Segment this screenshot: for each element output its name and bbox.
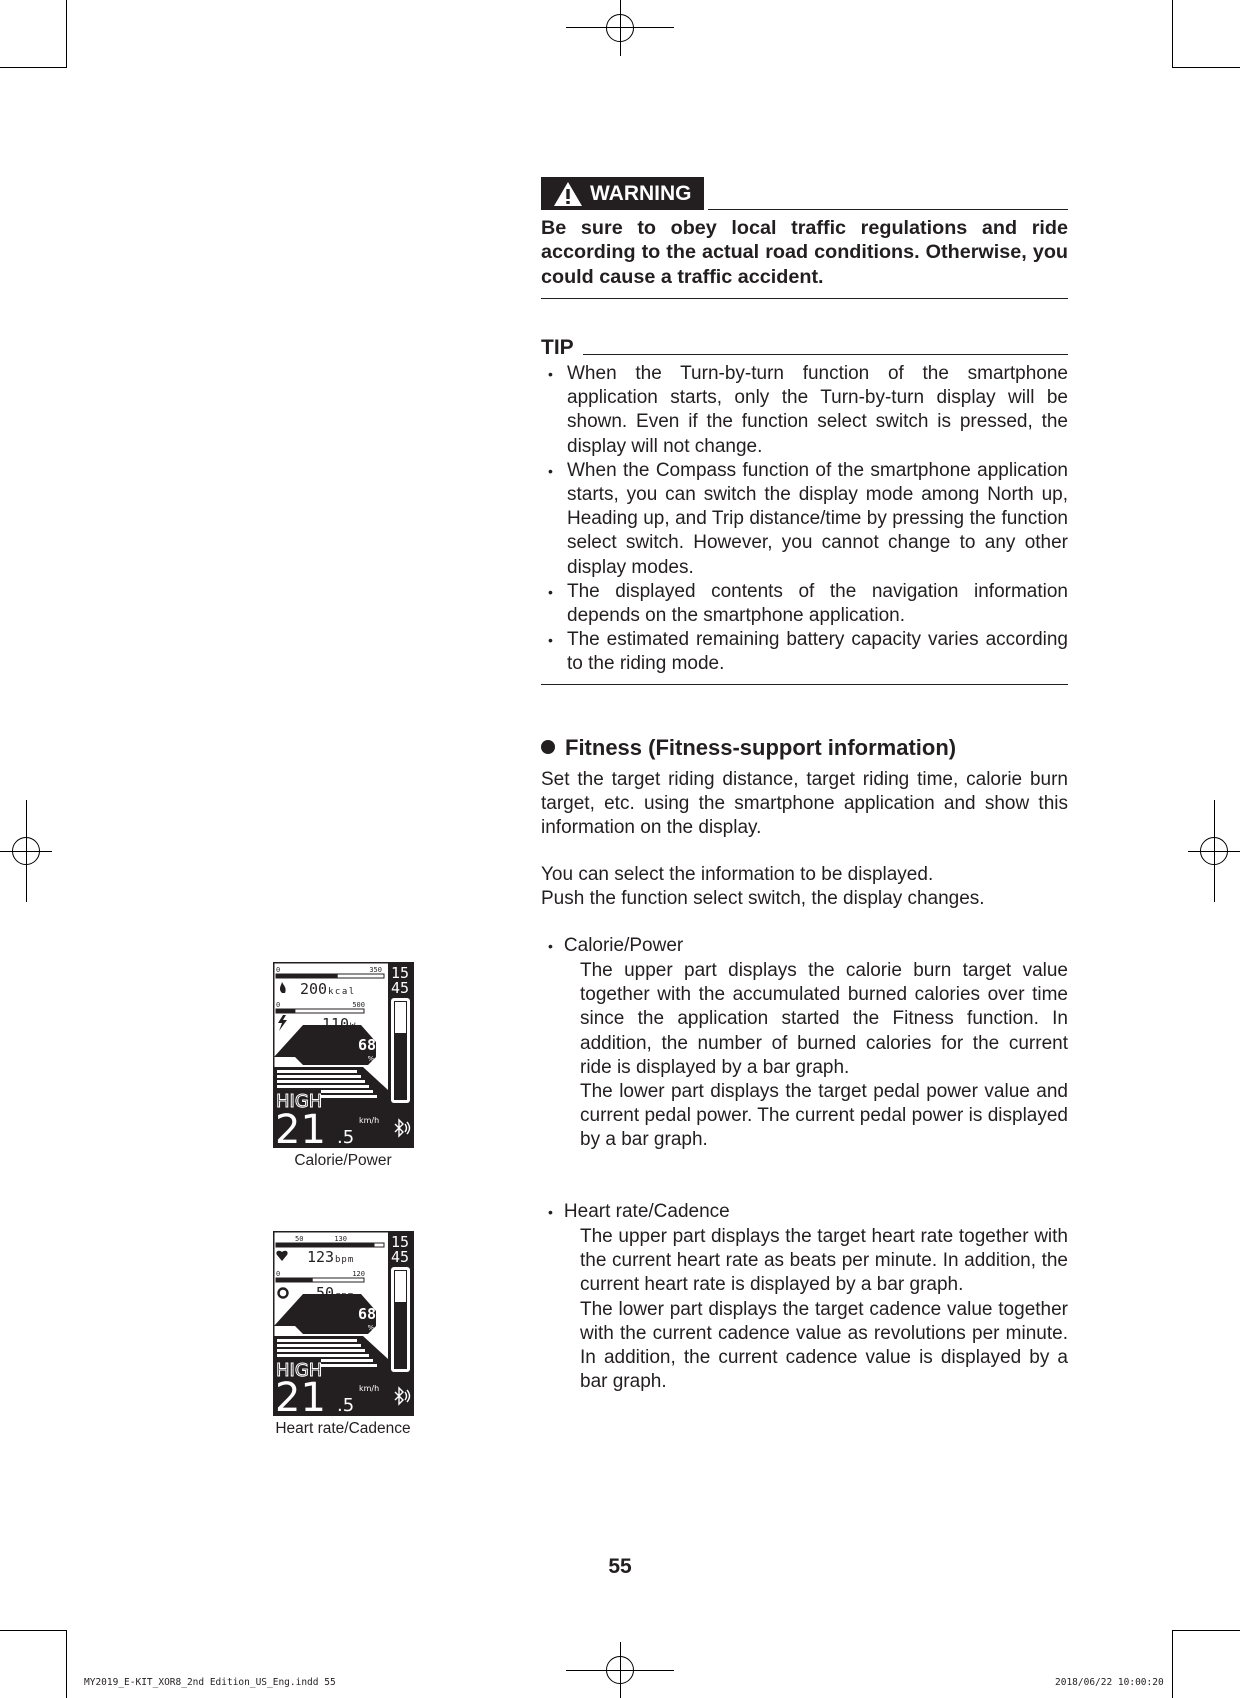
- bottom-scale-min: 0: [276, 1001, 281, 1009]
- warning-label-text: WARNING: [590, 181, 692, 205]
- top-scale-max: 350: [369, 966, 382, 974]
- display-calorie-power: [273, 962, 414, 1148]
- caption-heart-rate-cadence: Heart rate/Cadence: [275, 1420, 411, 1437]
- speed-decimal: .5: [337, 1127, 355, 1148]
- battery-percent: 68: [357, 1036, 376, 1054]
- bottom-value: 110: [322, 1015, 350, 1033]
- tip-item: • When the Compass function of the smartphone application starts, you can switch the display mode among North up, Heading up, and Trip distance/time by pressing the function select switch. However, you cannot change to any other display modes.: [548, 459, 1068, 580]
- select-line-2: Push the function select switch, the display changes.: [541, 888, 985, 909]
- slug-file-info: MY2019_E-KIT_XOR8_2nd Edition_US_Eng.indd 55: [84, 1677, 336, 1688]
- heart-para-1: The upper part displays the target heart rate together with the current heart rate as beats per minute. In addition, the current heart rate is displayed by a bar graph.: [580, 1226, 1068, 1296]
- calorie-description: [580, 959, 1068, 1153]
- top-scale-max: 130: [334, 1235, 347, 1243]
- bottom-scale-max: 500: [352, 1001, 365, 1009]
- tip-item: • When the Turn-by-turn function of the smartphone application starts, only the Turn-by-turn display will be shown. Even if the function select switch is pressed, the display will not change.: [548, 362, 1068, 459]
- top-value: 200: [300, 980, 328, 998]
- calorie-para-1: The upper part displays the calorie burn target value together with the accumulated burned calories over time since the application started the Fitness function. In addition, the number of burned calories for the current ride is displayed by a bar graph.: [580, 960, 1068, 1078]
- bottom-scale-max: 120: [352, 1270, 365, 1278]
- top-bar-fill: [276, 974, 338, 978]
- bottom-bar-fill: [276, 1009, 295, 1013]
- section-title: [541, 735, 956, 761]
- speed-decimal: .5: [337, 1395, 355, 1416]
- tip-item: • The displayed contents of the navigation information depends on the smartphone application.: [548, 580, 1068, 628]
- section-title-text: Fitness (Fitness-support information): [565, 735, 957, 760]
- clock-hour: 15: [390, 1233, 410, 1251]
- top-scale-min: 50: [295, 1235, 304, 1243]
- speed-integer: 21: [275, 1107, 326, 1148]
- top-unit: kcal: [328, 987, 356, 997]
- battery-unit: %: [367, 1055, 375, 1063]
- assist-mode: HIGH: [276, 1360, 323, 1381]
- tip-item: • The estimated remaining battery capacity varies according to the riding mode.: [548, 628, 1068, 676]
- assist-mode: HIGH: [276, 1091, 323, 1112]
- calorie-para-2: The lower part displays the target pedal power value and current pedal power. The current pedal power is displayed by a bar graph.: [580, 1081, 1068, 1151]
- display-heart-rate-cadence: [273, 1231, 414, 1416]
- top-unit: bpm: [335, 1255, 355, 1265]
- page-number: 55: [608, 1555, 632, 1578]
- warning-text: Be sure to obey local traffic regulations and ride according to the actual road conditions. Otherwise, you could cause a traffic accident.: [541, 217, 1068, 288]
- top-bar-fill: [276, 1243, 375, 1247]
- speed-integer: 21: [275, 1375, 326, 1416]
- speed-unit: km/h: [359, 1116, 380, 1125]
- warning-triangle-icon: [553, 181, 583, 207]
- bullet-dot-icon: [541, 740, 555, 754]
- battery-unit: %: [367, 1324, 375, 1332]
- calorie-heading: • Calorie/Power: [548, 935, 683, 957]
- select-line-1: You can select the information to be displayed.: [541, 864, 934, 885]
- battery-level-gap: [395, 1002, 406, 1033]
- clock-minute: 45: [390, 1248, 410, 1266]
- slug-timestamp: 2018/06/22 10:00:20: [1055, 1677, 1164, 1688]
- warning-label: [541, 177, 704, 210]
- heart-para-2: The lower part displays the target cadence value together with the current cadence value as revolutions per minute. In addition, the current cadence value is displayed by a bar graph.: [580, 1298, 1068, 1393]
- caption-calorie-power: Calorie/Power: [294, 1152, 392, 1169]
- bottom-value: 50: [316, 1284, 335, 1302]
- divider: [708, 209, 1068, 210]
- heart-description: [580, 1225, 1068, 1394]
- heart-heading: • Heart rate/Cadence: [548, 1201, 730, 1223]
- battery-level-gap: [395, 1271, 406, 1302]
- divider: [541, 298, 1068, 299]
- divider: [583, 354, 1068, 355]
- bottom-bar-fill: [276, 1278, 313, 1282]
- divider: [541, 684, 1068, 685]
- tip-title: TIP: [541, 336, 574, 359]
- clock-hour: 15: [390, 964, 410, 982]
- speed-unit: km/h: [359, 1384, 380, 1393]
- bottom-unit: rpm: [335, 1291, 355, 1301]
- fitness-intro: Set the target riding distance, target riding time, calorie burn target, etc. using the smartphone application and show this information on the display.: [541, 769, 1068, 839]
- bottom-unit: W: [350, 1022, 356, 1032]
- tip-list: [548, 362, 1068, 677]
- top-value: 123: [307, 1248, 335, 1266]
- clock-minute: 45: [390, 979, 410, 997]
- battery-percent: 68: [357, 1305, 376, 1323]
- top-scale-min: 0: [276, 966, 281, 974]
- bottom-scale-min: 0: [276, 1270, 281, 1278]
